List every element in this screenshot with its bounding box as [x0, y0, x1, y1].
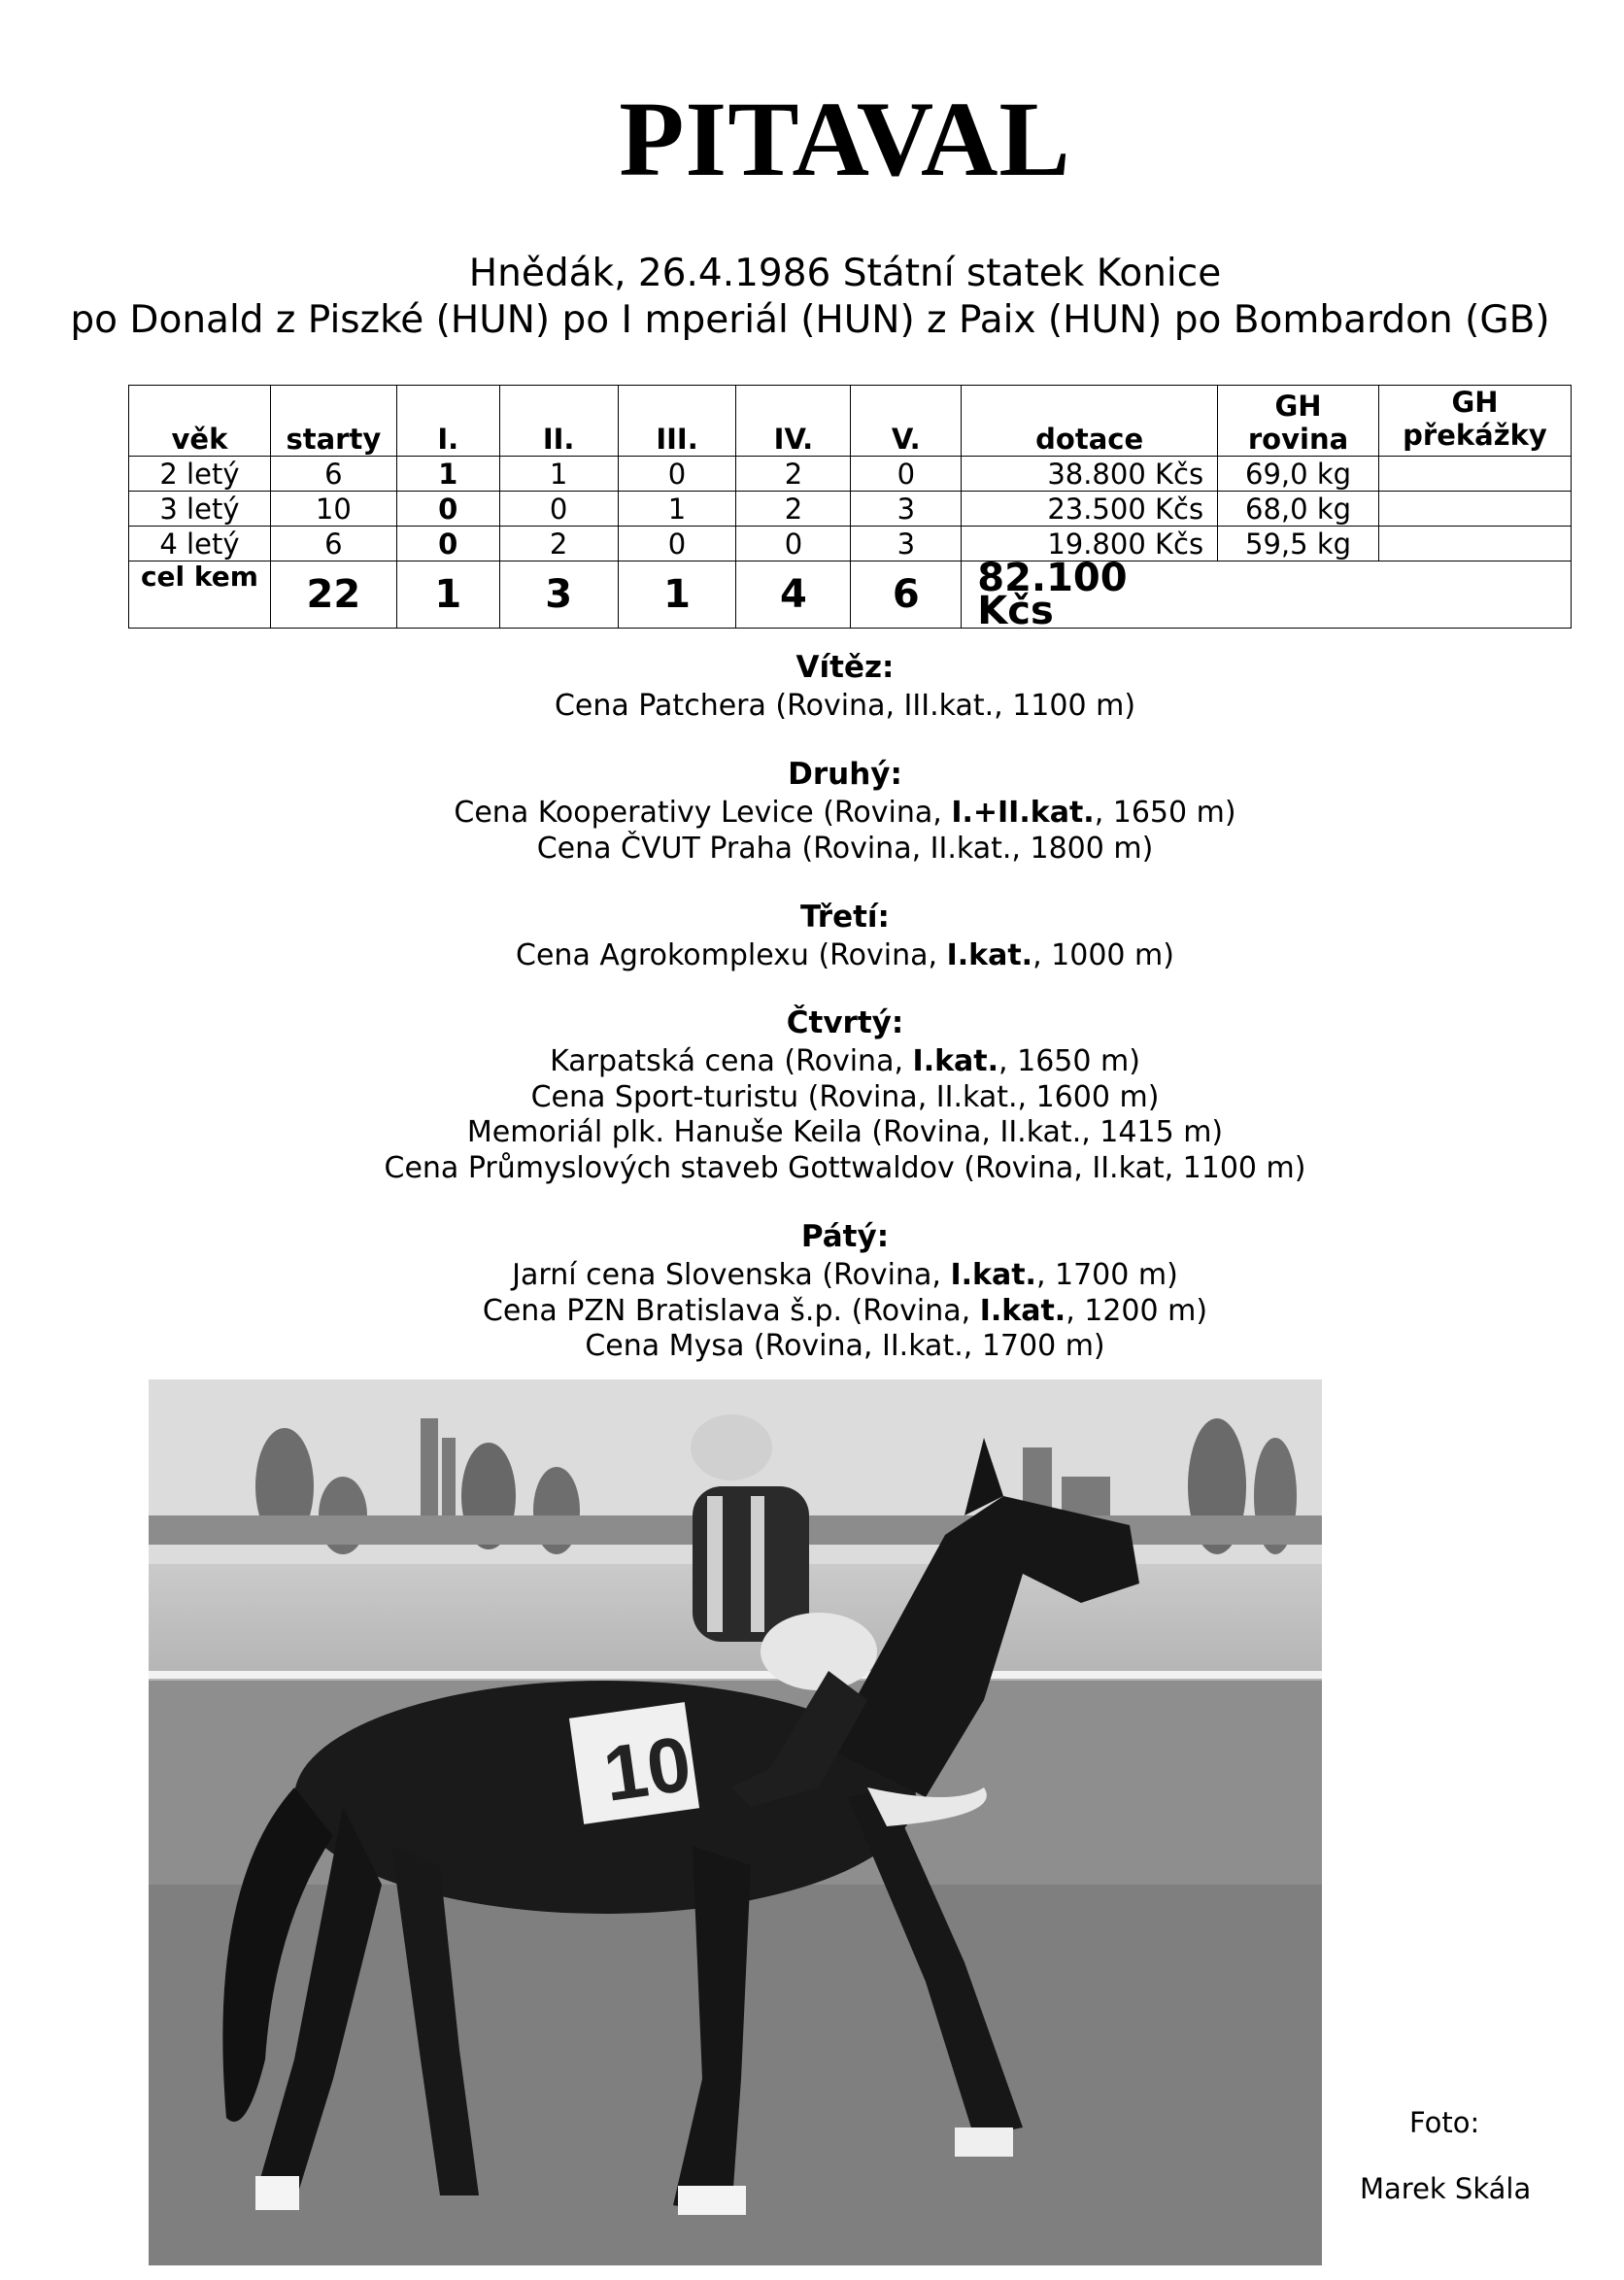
total-empty-cell [1378, 561, 1571, 629]
race-entry: Karpatská cena (Rovina, I.kat., 1650 m) [550, 1044, 1140, 1078]
cell-prize-money: 19.800 Kčs [962, 527, 1218, 561]
race-entry: Memoriál plk. Hanuše Keila (Rovina, II.kat., 1415 m) [466, 1115, 1224, 1150]
cell-second: 2 [499, 527, 618, 561]
table-row [129, 457, 1572, 492]
race-entry: Cena Sport-turistu (Rovina, II.kat., 1600 m) [530, 1079, 1160, 1114]
col-header-prize-money: dotace [962, 386, 1218, 457]
total-third: 1 [618, 561, 736, 629]
total-second: 3 [499, 561, 618, 629]
race-entry: Cena Průmyslových staveb Gottwaldov (Rovina, II.kat, 1100 m) [384, 1150, 1306, 1185]
gh-jumps-bottom: překážky [1403, 419, 1547, 452]
col-header-age: věk [129, 386, 271, 457]
gh-flat-bottom: rovina [1247, 423, 1349, 456]
cell-fifth: 0 [851, 457, 962, 492]
page-title: PITAVAL [619, 80, 1071, 198]
gh-jumps-top: GH [1451, 386, 1499, 419]
cell-gh-flat: 59,5 kg [1218, 527, 1379, 561]
pedigree-line: po Donald z Piszké (HUN) po I mperiál (HUN) z Paix (HUN) po Bombardon (GB) [70, 298, 1550, 342]
cell-age: 3 letý [129, 492, 271, 527]
race-entry: Cena Patchera (Rovina, III.kat., 1100 m) [554, 689, 1136, 723]
col-header-first: I. [396, 386, 499, 457]
cell-fifth: 3 [851, 492, 962, 527]
col-header-gh-jumps [1378, 386, 1571, 457]
cell-gh-jumps [1378, 457, 1571, 492]
cell-starts: 6 [270, 457, 396, 492]
horse-photo [149, 1379, 1322, 2265]
total-empty-cell [1218, 561, 1379, 629]
second-place-section [0, 753, 1624, 867]
cell-age: 4 letý [129, 527, 271, 561]
table-total-row [129, 561, 1572, 629]
table-header-row [129, 386, 1572, 457]
race-entry: Cena PZN Bratislava š.p. (Rovina, I.kat., 1200 m) [482, 1293, 1208, 1328]
col-header-fifth: V. [851, 386, 962, 457]
total-first: 1 [396, 561, 499, 629]
cell-gh-jumps [1378, 492, 1571, 527]
total-fifth: 6 [851, 561, 962, 629]
race-entry: Cena Mysa (Rovina, II.kat., 1700 m) [585, 1329, 1105, 1364]
cell-gh-jumps [1378, 527, 1571, 561]
photo-credit-name: Marek Skála [1360, 2172, 1532, 2205]
col-header-third: III. [618, 386, 736, 457]
col-header-gh-flat [1218, 386, 1379, 457]
race-statistics-table [128, 385, 1572, 633]
cell-third: 1 [618, 492, 736, 527]
total-fourth: 4 [736, 561, 851, 629]
cell-age: 2 letý [129, 457, 271, 492]
cell-third: 0 [618, 457, 736, 492]
cell-starts: 10 [270, 492, 396, 527]
col-header-second: II. [499, 386, 618, 457]
fourth-place-heading: Čtvrtý: [786, 1005, 904, 1040]
total-prize-money: 82.100 Kčs [962, 561, 1218, 629]
third-place-section [0, 896, 1624, 974]
fifth-place-section [0, 1215, 1624, 1365]
col-header-starts: starty [270, 386, 396, 457]
fifth-place-heading: Pátý: [800, 1219, 890, 1254]
cell-fourth: 0 [736, 527, 851, 561]
race-entry: Cena Kooperativy Levice (Rovina, I.+II.kat., 1650 m) [454, 796, 1236, 830]
table-row [129, 492, 1572, 527]
winner-heading: Vítěz: [795, 650, 895, 685]
cell-third: 0 [618, 527, 736, 561]
race-entry: Jarní cena Slovenska (Rovina, I.kat., 1700 m) [512, 1258, 1178, 1292]
cell-prize-money: 38.800 Kčs [962, 457, 1218, 492]
winner-section [0, 646, 1624, 725]
cell-first: 0 [396, 492, 499, 527]
race-entry: Cena Agrokomplexu (Rovina, I.kat., 1000 m) [516, 938, 1174, 972]
gh-flat-top: GH [1274, 390, 1322, 423]
total-label: cel kem [129, 561, 271, 629]
cell-second: 1 [499, 457, 618, 492]
saddle-number: 10 [598, 1719, 696, 1818]
cell-prize-money: 23.500 Kčs [962, 492, 1218, 527]
second-place-heading: Druhý: [788, 757, 902, 792]
col-header-fourth: IV. [736, 386, 851, 457]
cell-first: 1 [396, 457, 499, 492]
third-place-heading: Třetí: [800, 900, 890, 935]
table-row [129, 527, 1572, 561]
total-starts: 22 [270, 561, 396, 629]
fourth-place-section [0, 1002, 1624, 1186]
cell-second: 0 [499, 492, 618, 527]
cell-fourth: 2 [736, 492, 851, 527]
race-entry: Cena ČVUT Praha (Rovina, II.kat., 1800 m) [536, 831, 1154, 866]
cell-first: 0 [396, 527, 499, 561]
photo-credit-label: Foto: [1409, 2106, 1480, 2139]
horse-photo-illustration [149, 1379, 1322, 2265]
horse-description: Hnědák, 26.4.1986 Státní statek Konice [468, 252, 1222, 295]
cell-gh-flat: 69,0 kg [1218, 457, 1379, 492]
fence-rail [149, 1671, 1322, 1679]
cell-gh-flat: 68,0 kg [1218, 492, 1379, 527]
cell-fifth: 3 [851, 527, 962, 561]
cell-starts: 6 [270, 527, 396, 561]
cell-fourth: 2 [736, 457, 851, 492]
